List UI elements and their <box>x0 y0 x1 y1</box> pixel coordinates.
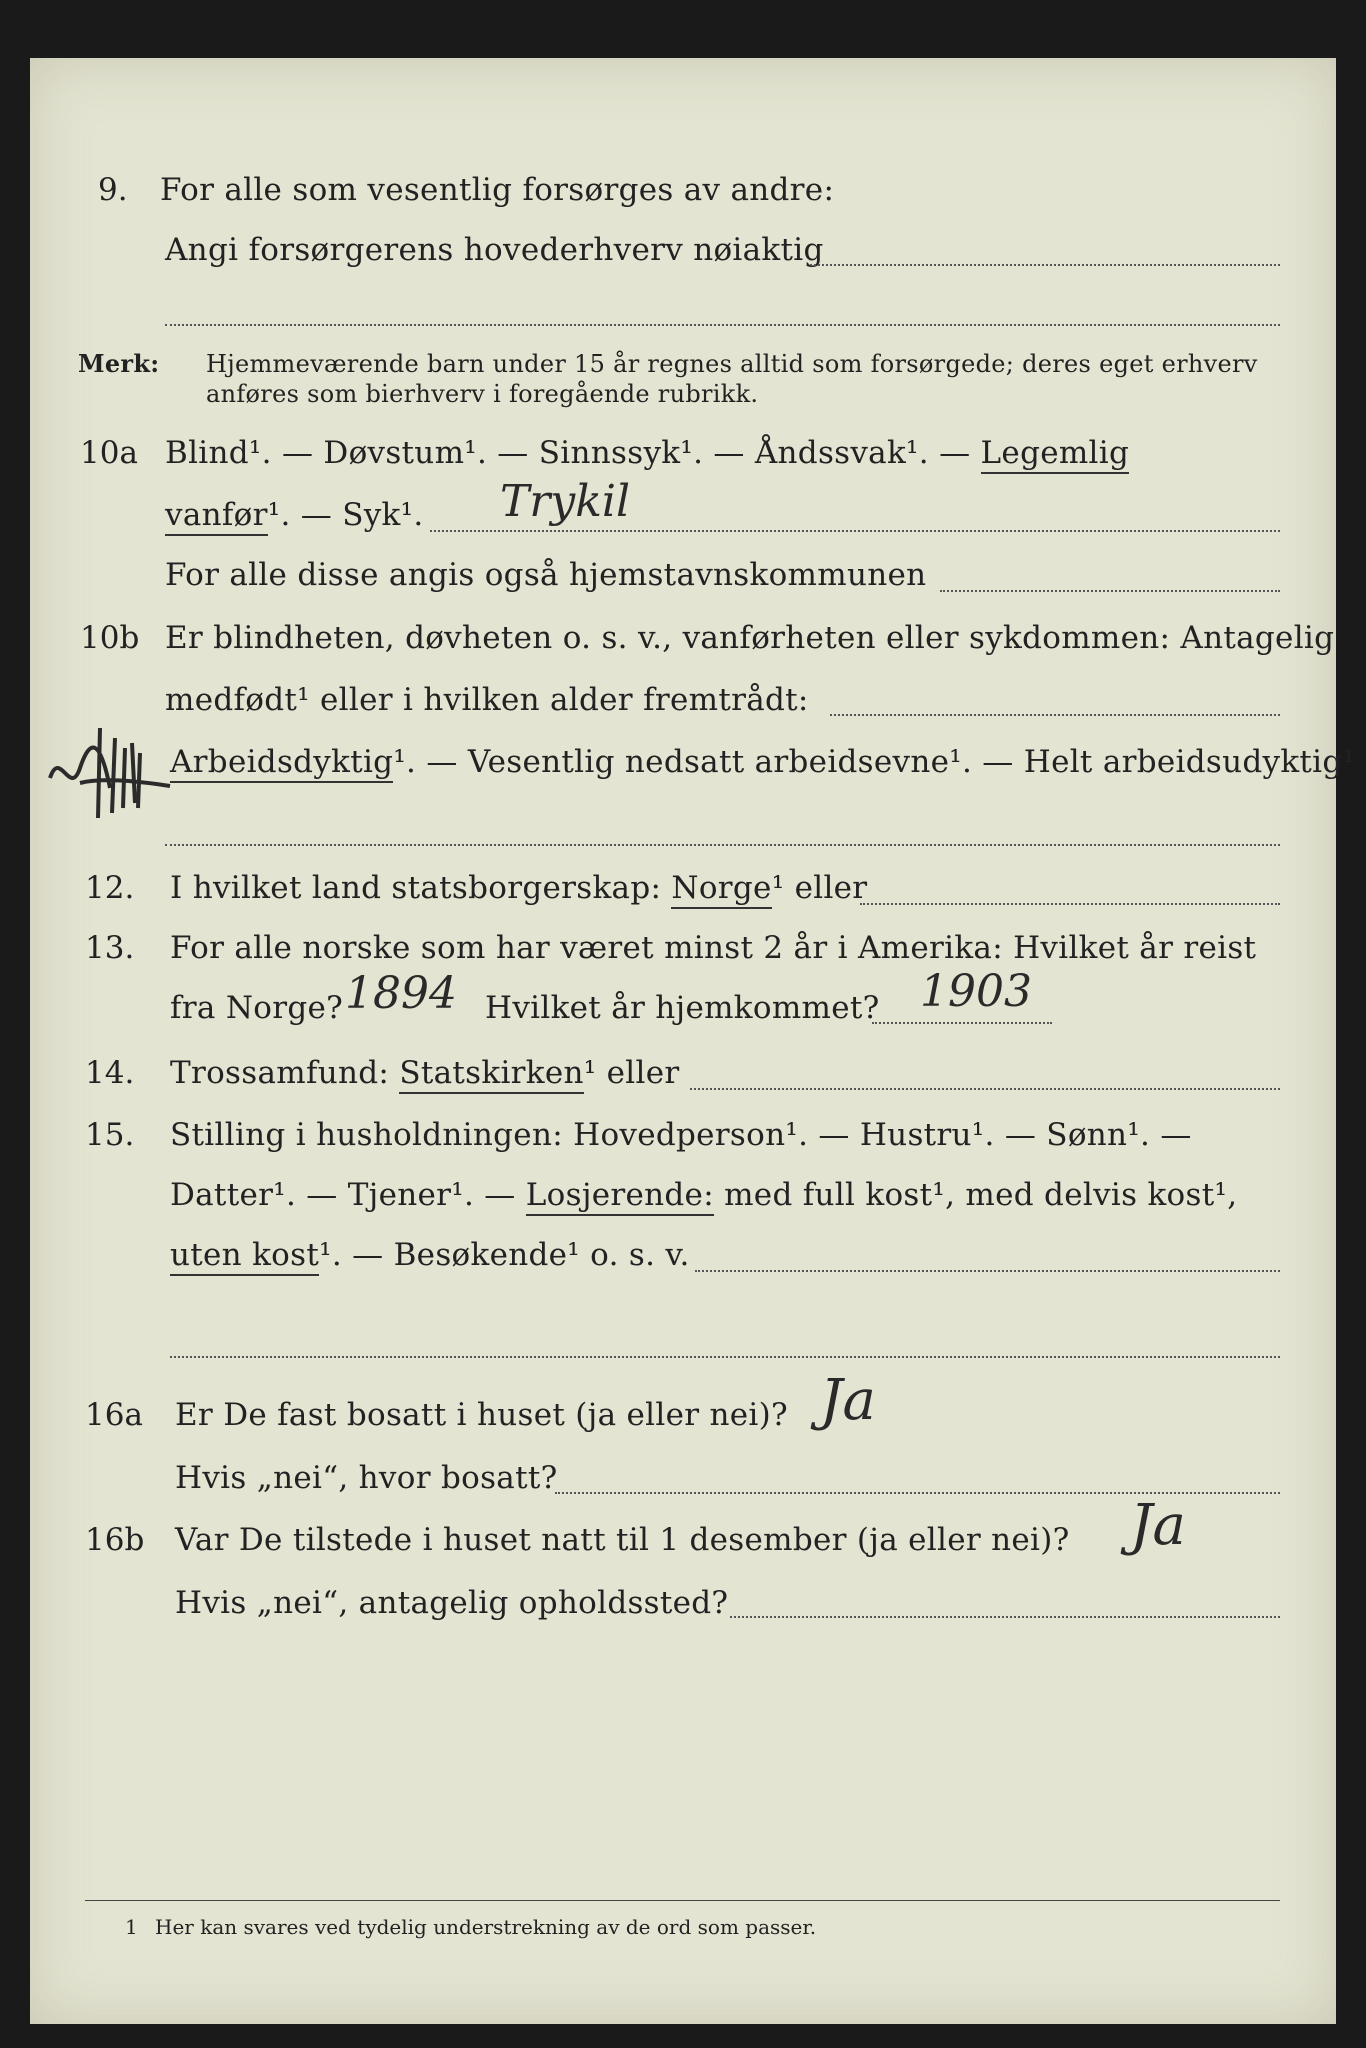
q12-text: I hvilket land statsborgerskap: Norge¹ eller <box>170 868 867 908</box>
q15-number: 15. <box>85 1117 135 1153</box>
q10b-line2: medfødt¹ eller i hvilken alder fremtrådt: <box>165 682 809 718</box>
q10a-line3: For alle disse angis også hjemstavnskommunen <box>165 557 927 593</box>
footnote-mark: 1 <box>125 1915 138 1939</box>
q15-line2: Datter¹. — Tjener¹. — Losjerende: med full kost¹, med delvis kost¹, <box>170 1175 1237 1215</box>
q10a-syk: ¹. — Syk¹. <box>267 497 424 533</box>
q14-statskirken-underlined: Statskirken <box>399 1055 583 1094</box>
q16b-answer-line[interactable] <box>730 1616 1280 1618</box>
q13-answer-year-left: 1894 <box>345 968 457 1019</box>
q14-number: 14. <box>85 1055 135 1091</box>
q13-line2-a: fra Norge? <box>170 990 344 1026</box>
q10a-options: Blind¹. — Døvstum¹. — Sinnssyk¹. — Åndssvak¹. — <box>165 435 971 471</box>
q16b-number: 16b <box>85 1522 145 1558</box>
q9-answer-line[interactable] <box>810 264 1280 266</box>
q10a-answer-line[interactable] <box>430 530 1280 532</box>
q15-line1: Stilling i husholdningen: Hovedperson¹. — Hustru¹. — Sønn¹. — <box>170 1117 1192 1153</box>
q12-answer-line[interactable] <box>860 903 1280 905</box>
q16a-answer: Ja <box>820 1368 876 1433</box>
q16a-line1: Er De fast bosatt i huset (ja eller nei)? <box>175 1397 788 1433</box>
q9-answer-line-2[interactable] <box>165 324 1280 326</box>
q15-uten-kost-underlined: uten kost <box>170 1237 319 1276</box>
q13-line1: For alle norske som har været minst 2 år i Amerika: Hvilket år reist <box>170 930 1257 966</box>
merk-line1: Hjemmeværende barn under 15 år regnes alltid som forsørgede; deres eget erhverv <box>206 350 1258 378</box>
q10b-work-options: ¹. — Vesentlig nedsatt arbeidsevne¹. — Helt arbeidsudyktig¹ <box>393 744 1356 780</box>
margin-scribble-icon <box>40 708 190 828</box>
q9-line1: For alle som vesentlig forsørges av andre: <box>160 172 835 208</box>
q12-norge-underlined: Norge <box>671 870 771 909</box>
q9-line2: Angi forsørgerens hovederhverv nøiaktig <box>165 232 824 268</box>
q13-line2-b: Hvilket år hjemkommet? <box>485 990 880 1026</box>
q16a-number: 16a <box>85 1397 143 1433</box>
q10a-number: 10a <box>80 435 138 471</box>
q11-blank-line[interactable] <box>165 844 1280 846</box>
q10b-number: 10b <box>80 620 140 656</box>
q9-number: 9. <box>98 172 128 208</box>
footnote-rule <box>85 1900 1280 1901</box>
q13-answer-year-home: 1903 <box>920 966 1032 1017</box>
q10a-hjemstavn-line[interactable] <box>940 590 1280 592</box>
q16a-line2: Hvis „nei“, hvor bosatt? <box>175 1460 558 1496</box>
q13-number: 13. <box>85 930 135 966</box>
q15-line3: uten kost¹. — Besøkende¹ o. s. v. <box>170 1235 690 1275</box>
q10a-vanfor-underlined: vanfør <box>165 497 268 536</box>
q16b-answer: Ja <box>1130 1493 1186 1558</box>
q10b-arbeidsdyktig-underlined: Arbeidsdyktig <box>170 744 393 783</box>
q10b-line1: Er blindheten, døvheten o. s. v., vanførheten eller sykdommen: Antagelig <box>165 620 1335 656</box>
q10a-line1 <box>165 433 1129 473</box>
q10a-legemlig-underlined: Legemlig <box>981 435 1130 474</box>
q10a-handwritten-answer: Trykil <box>500 476 631 527</box>
q16b-line1: Var De tilstede i huset natt til 1 desember (ja eller nei)? <box>175 1522 1070 1558</box>
q10b-age-line[interactable] <box>830 714 1280 716</box>
q15-losjerende-underlined: Losjerende: <box>526 1177 714 1216</box>
q12-number: 12. <box>85 870 135 906</box>
q16b-line2: Hvis „nei“, antagelig opholdssted? <box>175 1585 729 1621</box>
q14-answer-line[interactable] <box>690 1088 1280 1090</box>
q15-blank-line[interactable] <box>170 1356 1280 1358</box>
q15-answer-line[interactable] <box>695 1270 1280 1272</box>
q10a-line2 <box>165 495 424 535</box>
merk-label: Merk: <box>78 349 160 378</box>
census-form-page <box>30 58 1356 2024</box>
q14-text: Trossamfund: Statskirken¹ eller <box>170 1053 680 1093</box>
footnote-text: Her kan svares ved tydelig understrekning av de ord som passer. <box>155 1915 817 1939</box>
q13-answer-line[interactable] <box>872 1022 1052 1024</box>
q10b-line3 <box>170 742 1355 782</box>
merk-line2: anføres som bierhverv i foregående rubrikk. <box>206 380 759 408</box>
